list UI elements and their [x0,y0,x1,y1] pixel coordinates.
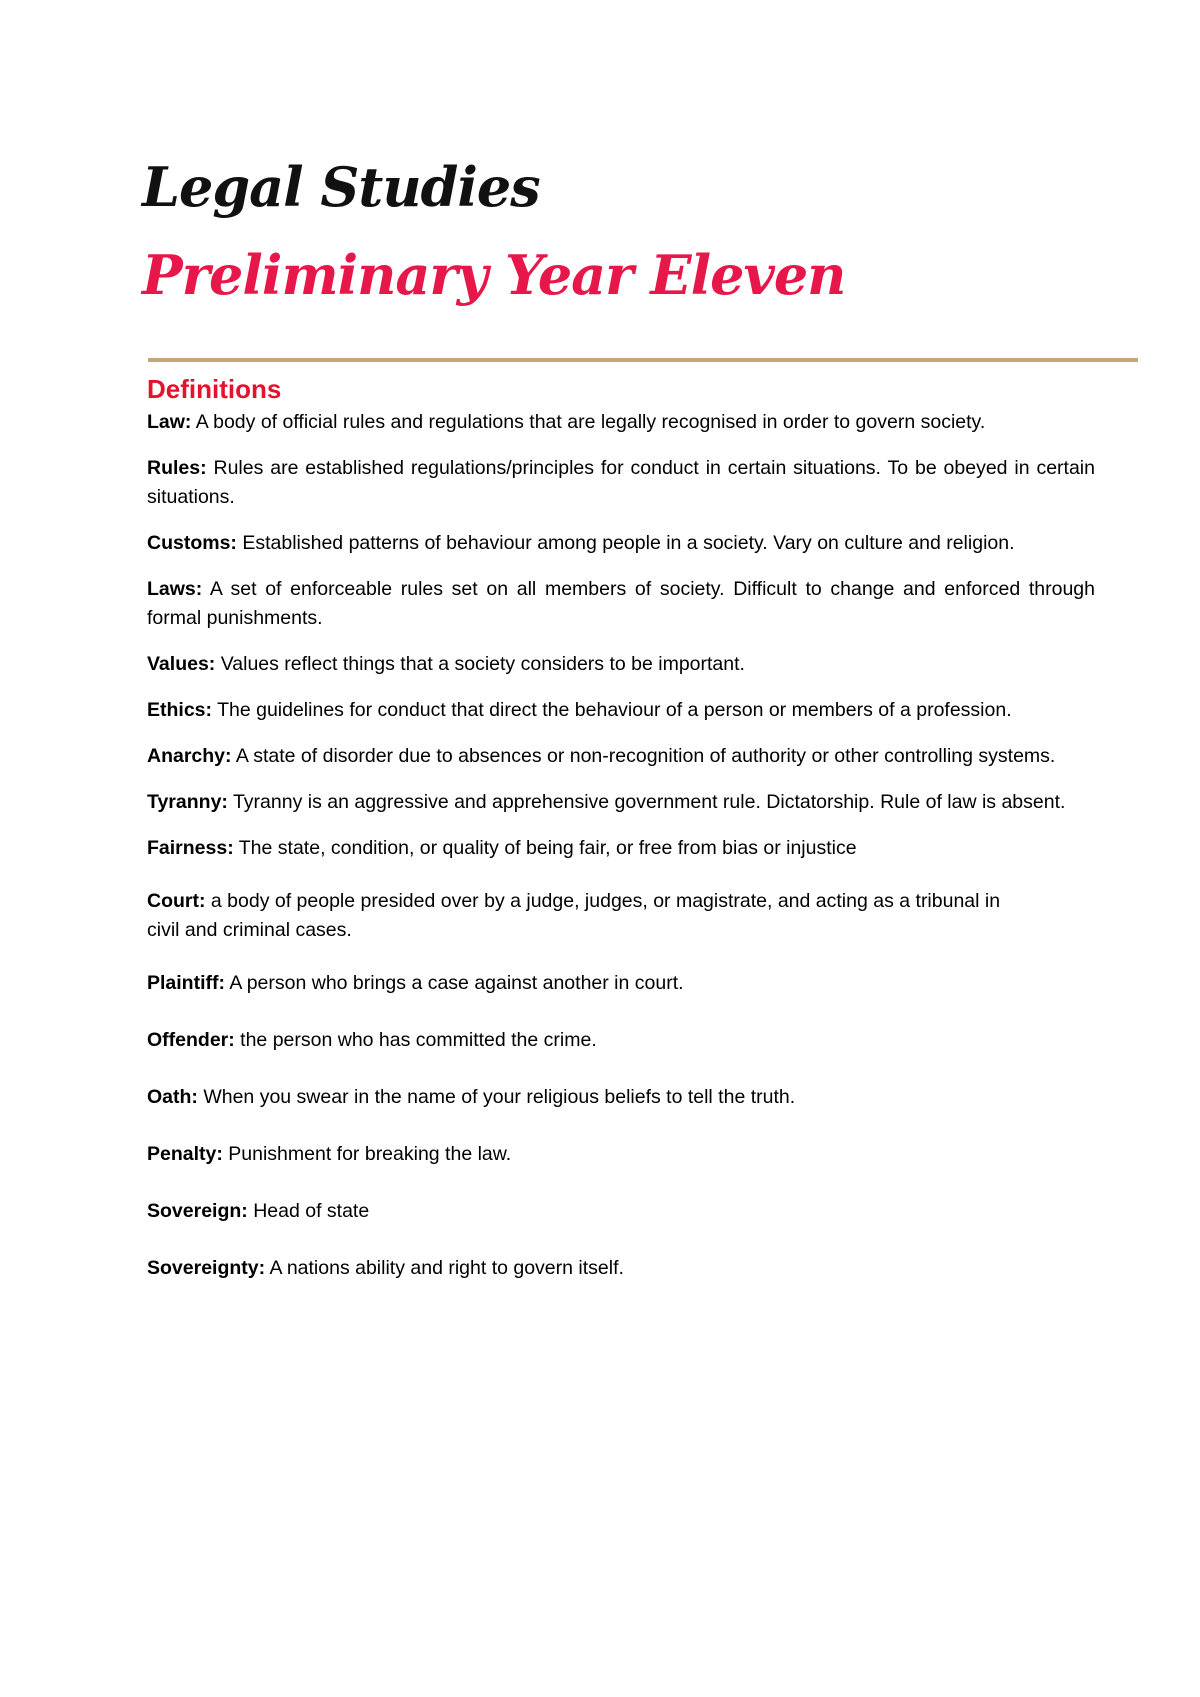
document-title: Legal Studies [142,155,540,219]
definition-text: A nations ability and right to govern itself. [265,1257,624,1279]
definition-term: Law: [147,411,192,433]
definition-term: Plaintiff: [147,972,225,994]
definition-plaintiff [147,969,1095,998]
definition-text: When you swear in the name of your religious beliefs to tell the truth. [197,1086,796,1108]
definition-term: Customs: [147,532,237,554]
section-heading-definitions: Definitions [147,374,282,404]
definition-term: Sovereignty: [147,1257,266,1279]
definition-term: Ethics: [147,699,213,721]
definition-sovereign [147,1197,1095,1226]
definition-text: Tyranny is an aggressive and apprehensive government rule. Dictatorship. Rule of law is absent. [227,791,1066,813]
definition-term: Offender: [147,1029,235,1051]
document-subtitle: Preliminary Year Eleven [142,243,846,307]
definition-text: A state of disorder due to absences or non-recognition of authority or other controlling systems. [231,745,1056,767]
definition-sovereignty [147,1254,1095,1283]
definition-text: Punishment for breaking the law. [222,1143,512,1165]
definition-text: The state, condition, or quality of being fair, or free from bias or injustice [233,837,857,859]
definition-term: Tyranny: [147,791,228,813]
definition-law [147,408,1095,437]
definition-values [147,650,1095,679]
definition-court [147,887,1007,945]
definition-term: Anarchy: [147,745,232,767]
horizontal-rule [148,358,1138,362]
definition-term: Court: [147,890,206,912]
definition-laws [147,575,1095,633]
definition-term: Oath: [147,1086,198,1108]
definition-text: A set of enforceable rules set on all members of society. Difficult to change and enforced through formal punishments. [147,578,1095,629]
definition-text: the person who has committed the crime. [234,1029,597,1051]
definition-text: a body of people presided over by a judge, judges, or magistrate, and acting as a tribunal in civil and criminal cases. [147,890,1001,941]
definition-oath [147,1083,1095,1112]
definition-customs [147,529,1095,558]
definitions-list [147,408,1095,1283]
definition-text: Head of state [247,1200,370,1222]
definition-term: Sovereign: [147,1200,248,1222]
definition-text: Established patterns of behaviour among people in a society. Vary on culture and religion. [236,532,1015,554]
definition-term: Values: [147,653,216,675]
definition-term: Penalty: [147,1143,223,1165]
definition-term: Fairness: [147,837,234,859]
definition-text: Rules are established regulations/principles for conduct in certain situations. To be obeyed in certain situations. [147,457,1095,508]
definition-tyranny [147,788,1095,817]
definition-text: A person who brings a case against another in court. [225,972,684,994]
definition-term: Rules: [147,457,207,479]
definition-rules [147,454,1095,512]
definition-anarchy [147,742,1095,771]
definition-fairness [147,834,1095,863]
definition-term: Laws: [147,578,203,600]
definition-offender [147,1026,1095,1055]
definition-text: A body of official rules and regulations that are legally recognised in order to govern society. [191,411,986,433]
definition-text: Values reflect things that a society considers to be important. [215,653,745,675]
definition-ethics [147,696,1095,725]
definition-text: The guidelines for conduct that direct the behaviour of a person or members of a profession. [212,699,1012,721]
definition-penalty [147,1140,1095,1169]
